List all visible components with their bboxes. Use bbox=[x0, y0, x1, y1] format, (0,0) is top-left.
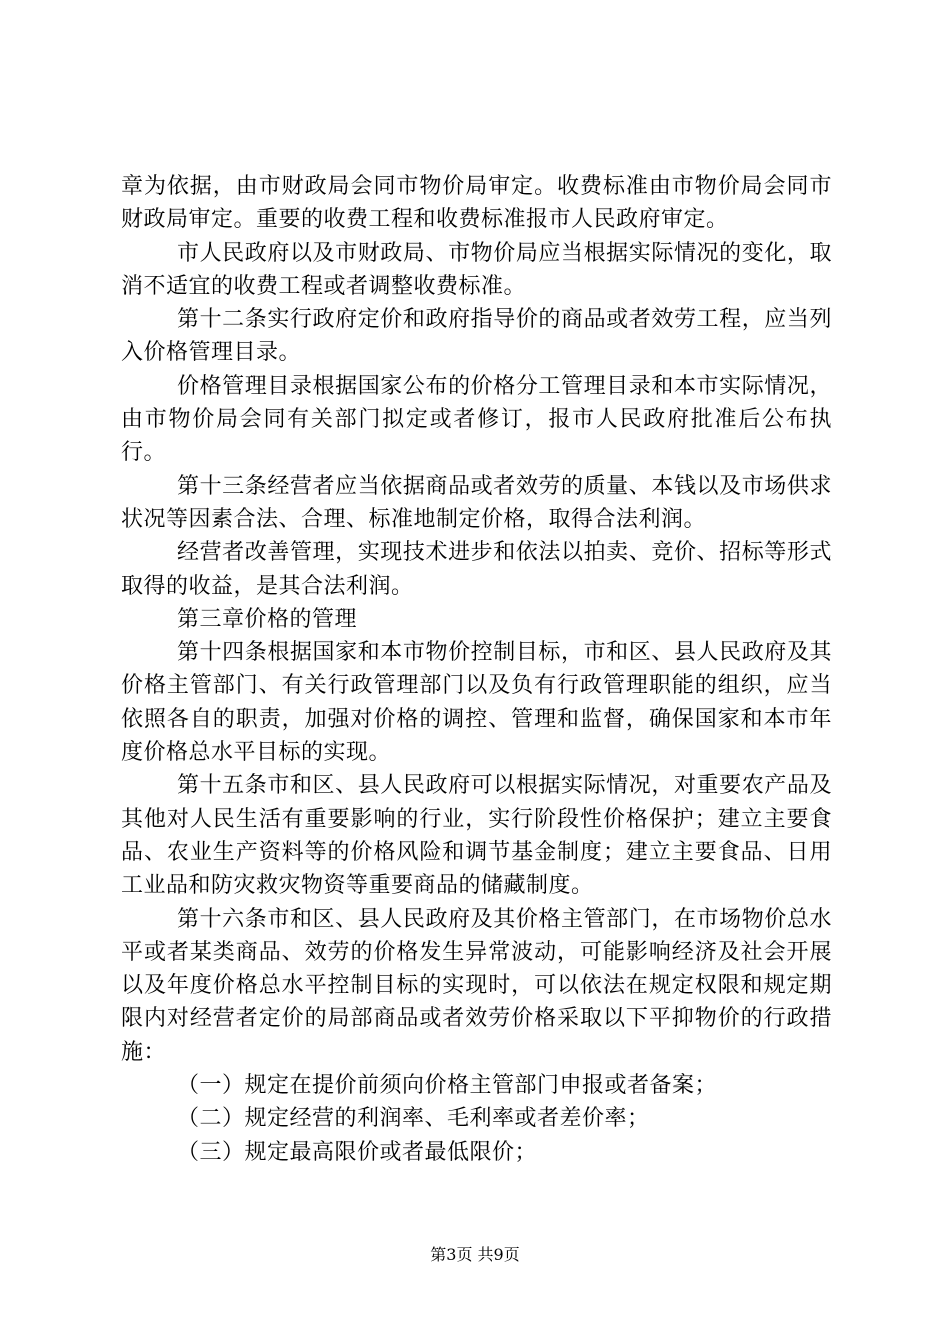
list-item: （一）规定在提价前须向价格主管部门申报或者备案； bbox=[177, 1073, 718, 1099]
article-14: 第十四条根据国家和本市物价控制目标，市和区、县人民政府及其价格主管部门、有关行政管理部门以及负有行政管理职能的组织，应当依照各自的职责，加强对价格的调控、管理和监督，确保国家和本市年度价格总水平目标的实现。 bbox=[121, 640, 832, 766]
article-13: 第十三条经营者应当依据商品或者效劳的质量、本钱以及市场供求状况等因素合法、合理、标准地制定价格，取得合法利润。 bbox=[121, 473, 832, 532]
paragraph: 价格管理目录根据国家公布的价格分工管理目录和本市实际情况，由市物价局会同有关部门拟定或者修订，报市人民政府批准后公布执行。 bbox=[121, 373, 832, 466]
page-number-footer: 第3页 共9页 bbox=[430, 1245, 520, 1264]
document-body bbox=[121, 170, 832, 1169]
article-15: 第十五条市和区、县人民政府可以根据实际情况，对重要农产品及其他对人民生活有重要影响的行业，实行阶段性价格保护；建立主要食品、农业生产资料等的价格风险和调节基金制度；建立主要食品、日用工业品和防灾救灾物资等重要商品的储藏制度。 bbox=[121, 773, 832, 899]
article-12: 第十二条实行政府定价和政府指导价的商品或者效劳工程，应当列入价格管理目录。 bbox=[121, 307, 832, 366]
paragraph: 经营者改善管理，实现技术进步和依法以拍卖、竞价、招标等形式取得的收益，是其合法利润。 bbox=[121, 540, 832, 599]
list-item: （二）规定经营的利润率、毛利率或者差价率； bbox=[177, 1106, 650, 1132]
paragraph-continuation: 章为依据，由市财政局会同市物价局审定。收费标准由市物价局会同市财政局审定。重要的收费工程和收费标准报市人民政府审定。 bbox=[121, 174, 832, 233]
article-16: 第十六条市和区、县人民政府及其价格主管部门，在市场物价总水平或者某类商品、效劳的价格发生异常波动，可能影响经济及社会开展以及年度价格总水平控制目标的实现时，可以依法在规定权限和规定期限内对经营者定价的局部商品或者效劳价格采取以下平抑物价的行政措施： bbox=[121, 906, 832, 1065]
list-item: （三）规定最高限价或者最低限价； bbox=[177, 1139, 538, 1165]
chapter-heading: 第三章价格的管理 bbox=[177, 606, 358, 632]
paragraph: 市人民政府以及市财政局、市物价局应当根据实际情况的变化，取消不适宜的收费工程或者调整收费标准。 bbox=[121, 240, 832, 299]
